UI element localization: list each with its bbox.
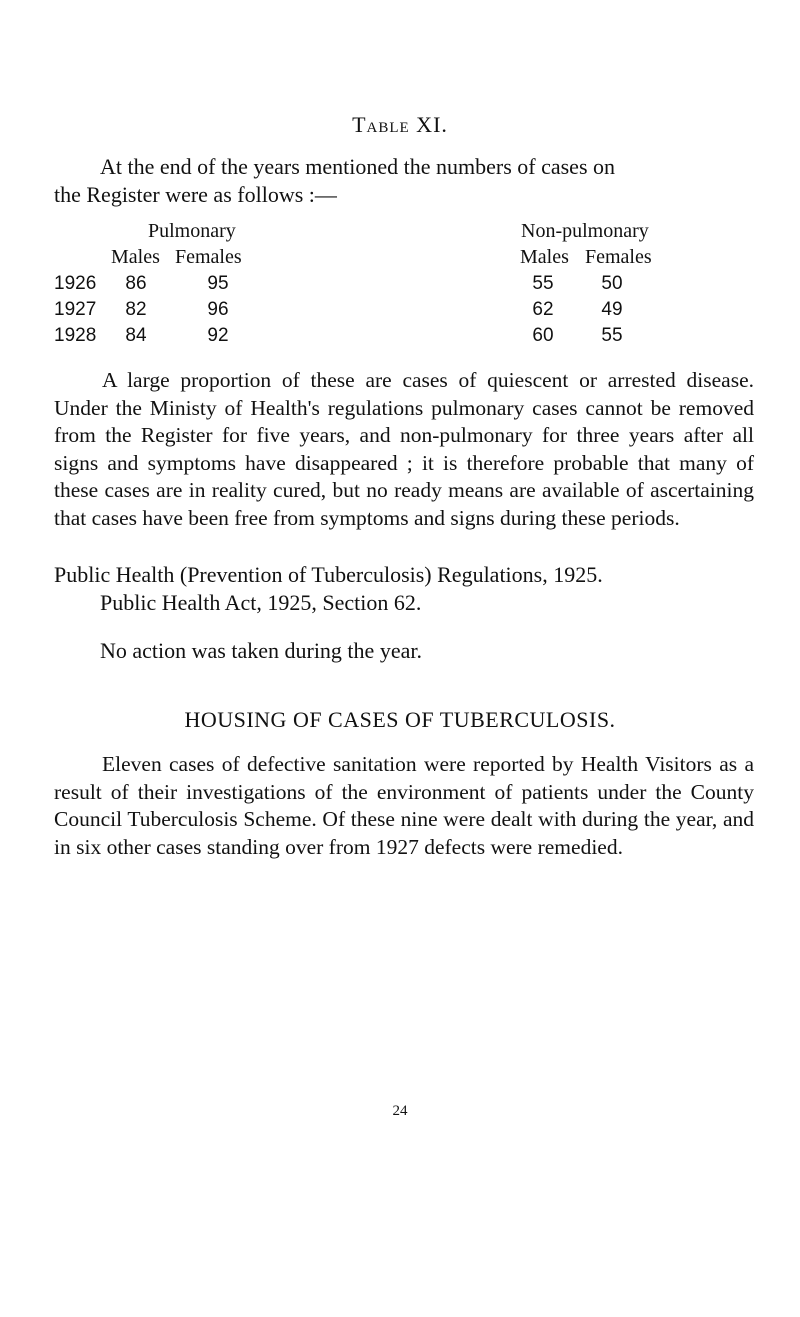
- cell-nonpul-females: 50: [601, 273, 623, 294]
- no-action-statement: No action was taken during the year.: [100, 638, 422, 663]
- intro-line-2: the Register were as follows :—: [54, 182, 337, 207]
- regulations-heading-line2: Public Health Act, 1925, Section 62.: [100, 590, 422, 615]
- regulations-heading-line1: Public Health (Prevention of Tuberculosis) Regulations, 1925.: [54, 562, 603, 587]
- intro-line-1: At the end of the years mentioned the numbers of cases on: [100, 154, 616, 179]
- cell-pul-males: 84: [125, 325, 147, 346]
- paragraph-quiescent-cases: A large proportion of these are cases of quiescent or arrested disease. Under the Ministy of Health's regulations pulmonary cases cannot be removed from the Register for five years, and non-pulmonary for three years after all signs and symptoms have disappeared ; it is therefore probable that many of these cases are in reality cured, but no ready means are available of ascertaining that cases have been free from symptoms and signs during these periods.: [54, 368, 754, 530]
- section-heading-housing: HOUSING OF CASES OF TUBERCULOSIS.: [184, 707, 616, 732]
- table-title: Table XI.: [352, 112, 448, 137]
- col-header-nonpul-females: Females: [585, 246, 652, 268]
- cell-nonpul-males: 62: [532, 299, 554, 320]
- cell-pul-females: 95: [207, 273, 229, 294]
- col-header-pul-males: Males: [111, 246, 160, 268]
- col-header-nonpul-males: Males: [520, 246, 569, 268]
- group-header-pulmonary: Pulmonary: [148, 220, 236, 242]
- cell-nonpul-females: 49: [601, 299, 623, 320]
- group-header-non-pulmonary: Non-pulmonary: [521, 220, 649, 242]
- row-year: 1926: [54, 273, 97, 294]
- row-year: 1928: [54, 325, 97, 346]
- cell-nonpul-females: 55: [601, 325, 623, 346]
- cell-pul-males: 82: [125, 299, 147, 320]
- page-number: 24: [392, 1103, 408, 1119]
- cell-pul-females: 96: [207, 299, 229, 320]
- cell-pul-females: 92: [207, 325, 229, 346]
- cell-pul-males: 86: [125, 273, 147, 294]
- paragraph-housing: Eleven cases of defective sanitation were reported by Health Visitors as a result of their investigations of the environment of patients under the County Council Tuberculosis Scheme. Of these nine were dealt with during the year, and in six other cases standing over from 1927 defects were remedied.: [54, 752, 754, 859]
- cell-nonpul-males: 60: [532, 325, 554, 346]
- col-header-pul-females: Females: [175, 246, 242, 268]
- row-year: 1927: [54, 299, 97, 320]
- cell-nonpul-males: 55: [532, 273, 554, 294]
